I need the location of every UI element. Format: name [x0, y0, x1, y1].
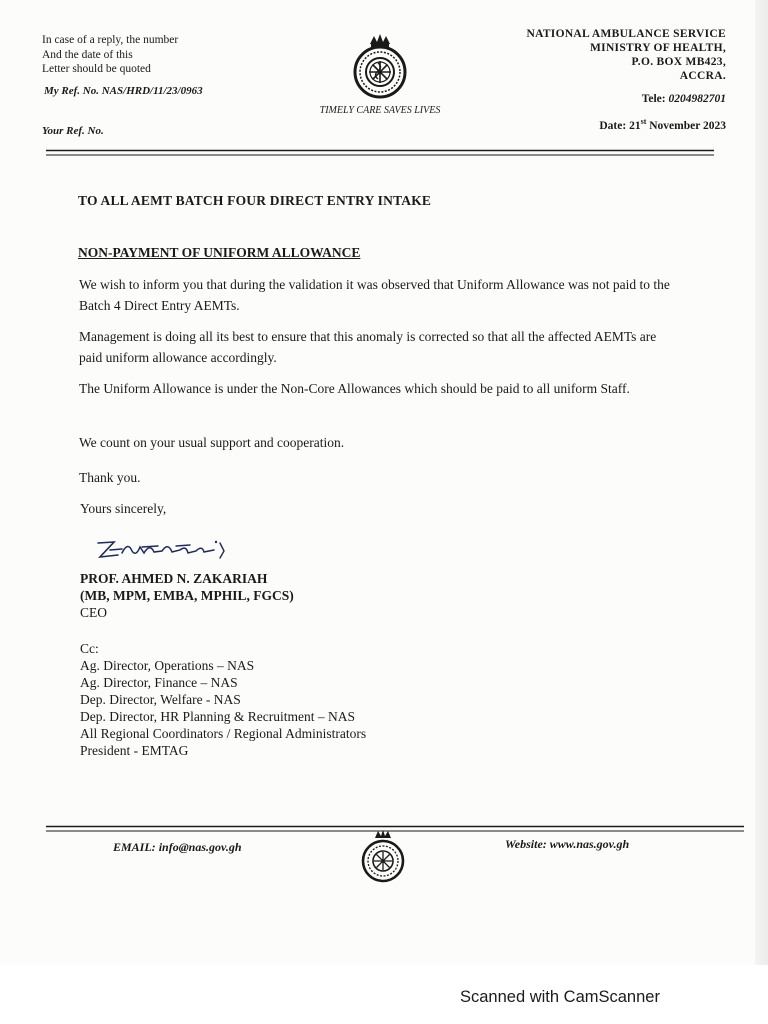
- cc-recipient: President - EMTAG: [80, 743, 189, 758]
- my-reference: My Ref. No. NAS/HRD/11/23/0963: [44, 85, 203, 97]
- handwritten-signature: [92, 533, 242, 563]
- reply-note-line: Letter should be quoted: [42, 63, 151, 75]
- cc-recipient: Dep. Director, Welfare - NAS: [80, 692, 241, 707]
- date-label: Date:: [599, 119, 627, 132]
- footer-website: [505, 837, 629, 852]
- date-day: 21: [629, 119, 641, 132]
- cc-recipient: Ag. Director, Operations – NAS: [80, 658, 255, 673]
- scanner-watermark: Scanned with CamScanner: [460, 988, 660, 1006]
- cc-label: Cc:: [80, 641, 99, 656]
- address-line: NATIONAL AMBULANCE SERVICE: [526, 28, 726, 40]
- crest-emblem-icon: [350, 30, 410, 100]
- subject-line: NON-PAYMENT OF UNIFORM ALLOWANCE: [78, 245, 361, 260]
- cc-list: [80, 640, 366, 759]
- signer-credentials: (MB, MPM, EMBA, MPHIL, FGCS): [80, 588, 294, 603]
- address-line: ACCRA.: [679, 70, 726, 82]
- reply-note: [42, 33, 178, 77]
- footer-email: [113, 840, 242, 855]
- closing: Yours sincerely,: [80, 501, 167, 516]
- date-suffix: st: [640, 117, 647, 126]
- telephone: [642, 93, 726, 105]
- your-reference: Your Ref. No.: [42, 125, 104, 137]
- telephone-number: 0204982701: [668, 93, 726, 105]
- signer-name: PROF. AHMED N. ZAKARIAH: [80, 571, 268, 586]
- crest-emblem-icon: [357, 828, 409, 884]
- scan-edge: [755, 0, 768, 965]
- cc-recipient: Dep. Director, HR Planning & Recruitment – NAS: [80, 709, 356, 724]
- header-divider: [46, 149, 714, 158]
- body-paragraph: We count on your usual support and cooperation.: [79, 435, 345, 450]
- cc-recipient: Ag. Director, Finance – NAS: [80, 675, 238, 690]
- letter-date: [599, 117, 726, 132]
- date-month-year: November 2023: [649, 119, 726, 132]
- address-line: P.O. BOX MB423,: [631, 56, 726, 68]
- body-paragraph: The Uniform Allowance is under the Non-Core Allowances which should be paid to all uniform Staff.: [79, 381, 630, 396]
- address-line: MINISTRY OF HEALTH,: [590, 42, 726, 54]
- website-address: www.nas.gov.gh: [549, 837, 630, 851]
- reply-note-line: And the date of this: [42, 48, 133, 61]
- body-paragraph: Management is doing all its best to ensure that this anomaly is corrected so that all the affected AEMTs are paid uniform allowance accordingly.: [79, 329, 657, 365]
- addressee: TO ALL AEMT BATCH FOUR DIRECT ENTRY INTAKE: [78, 193, 432, 208]
- email-label: EMAIL:: [113, 840, 156, 854]
- motto: TIMELY CARE SAVES LIVES: [319, 105, 441, 116]
- signer-title: CEO: [80, 605, 107, 620]
- signer-block: [80, 570, 294, 621]
- body-paragraph: We wish to inform you that during the validation it was observed that Uniform Allowance was not paid to the Batch 4 Direct Entry AEMTs.: [79, 277, 670, 313]
- cc-recipient: All Regional Coordinators / Regional Administrators: [80, 726, 367, 741]
- organization-address: [526, 27, 726, 83]
- telephone-label: Tele:: [641, 93, 666, 105]
- reply-note-line: In case of a reply, the number: [42, 34, 179, 46]
- website-label: Website:: [505, 837, 547, 851]
- body-paragraph: Thank you.: [79, 470, 141, 485]
- email-address: info@nas.gov.gh: [158, 840, 242, 854]
